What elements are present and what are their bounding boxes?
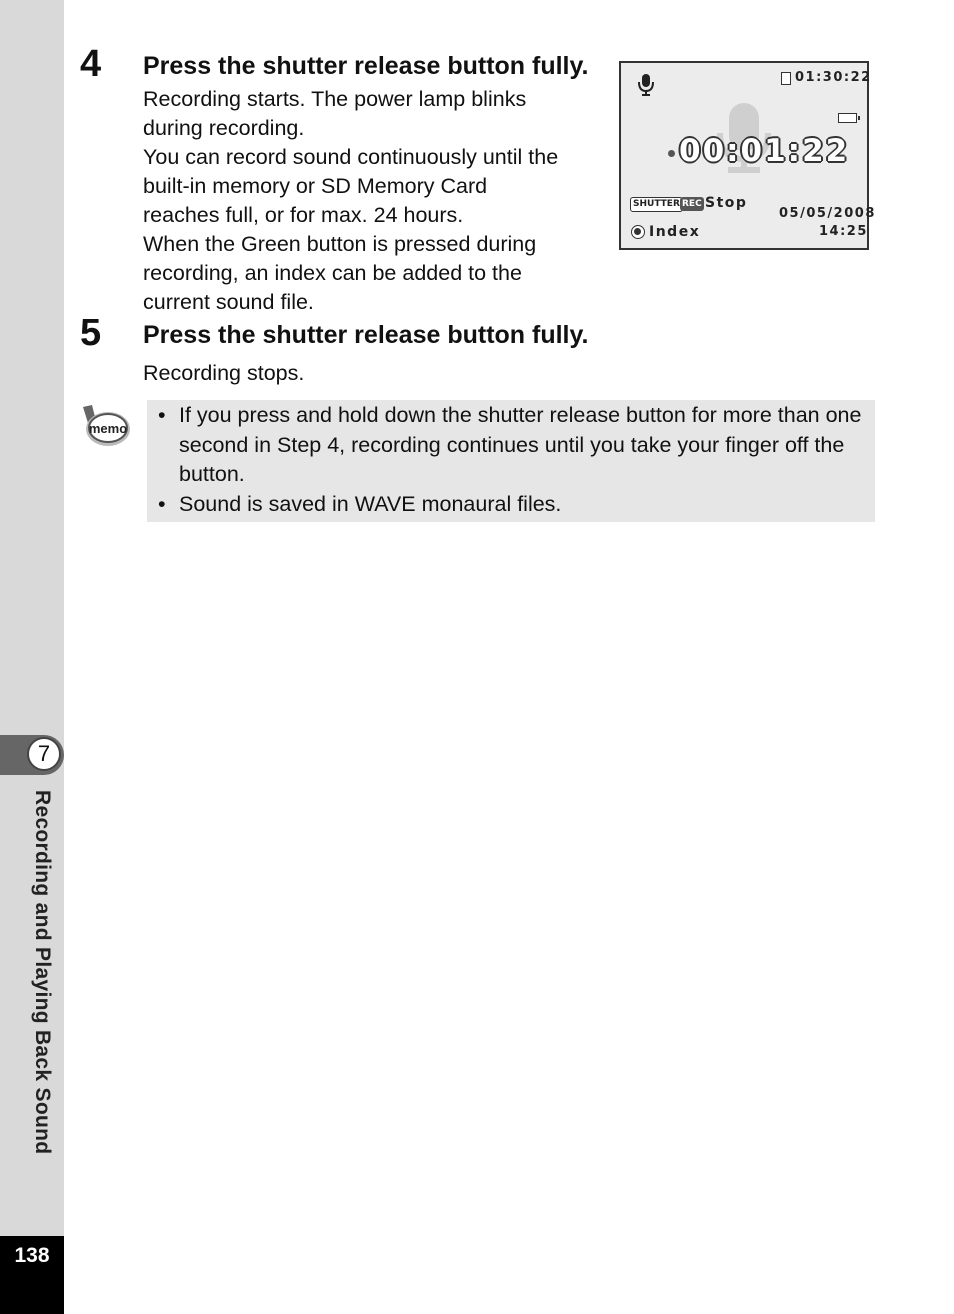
index-label: Index [649, 224, 701, 240]
page-number: 138 [14, 1244, 50, 1267]
step-4-body [143, 85, 613, 317]
step-4-line: current sound file. [143, 290, 314, 314]
chapter-number: 7 [27, 737, 61, 771]
shutter-tag: SHUTTER [630, 197, 683, 212]
sd-card-icon [781, 72, 791, 85]
chapter-title: Recording and Playing Back Sound [31, 790, 54, 1155]
screen-time: 14:25 [819, 224, 868, 239]
memo-item-text: Sound is saved in WAVE monaural files. [179, 491, 562, 516]
step-4-line: When the Green button is pressed during [143, 232, 537, 256]
elapsed-time: 00:01:22 [679, 133, 850, 169]
camera-screen [619, 61, 876, 250]
battery-icon [838, 113, 857, 123]
step-4-line: during recording. [143, 116, 305, 140]
step-4-line: recording, an index can be added to the [143, 261, 522, 285]
screen-date: 05/05/2008 [779, 206, 876, 221]
remaining-time: 01:30:22 [795, 70, 872, 85]
memo-item [158, 490, 868, 520]
memo-item-text: If you press and hold down the shutter release button for more than one second in Step 4, recording continues until you take your finger off the button. [179, 403, 862, 486]
step-4-line: reaches full, or for max. 24 hours. [143, 203, 464, 227]
step-4-heading: Press the shutter release button fully. [143, 52, 589, 80]
step-4-number: 4 [80, 43, 102, 85]
step-4-line: built-in memory or SD Memory Card [143, 174, 488, 198]
microphone-icon [637, 73, 655, 97]
step-5-heading: Press the shutter release button fully. [143, 321, 589, 349]
stop-label: Stop [705, 195, 748, 211]
recording-dot-icon [668, 150, 675, 157]
bullet: • [158, 403, 166, 427]
memo-item [158, 401, 868, 490]
step-4-line: You can record sound continuously until the [143, 145, 559, 169]
step-4-line: Recording starts. The power lamp blinks [143, 87, 527, 111]
step-5-body [143, 359, 743, 388]
bullet: • [158, 491, 166, 516]
rec-tag: REC [682, 199, 702, 209]
memo-list [158, 401, 868, 519]
memo-icon [80, 403, 132, 451]
green-button-icon [631, 225, 645, 239]
memo-icon-text: memo [88, 421, 128, 436]
step-5-number: 5 [80, 312, 102, 354]
step-5-line: Recording stops. [143, 361, 305, 385]
